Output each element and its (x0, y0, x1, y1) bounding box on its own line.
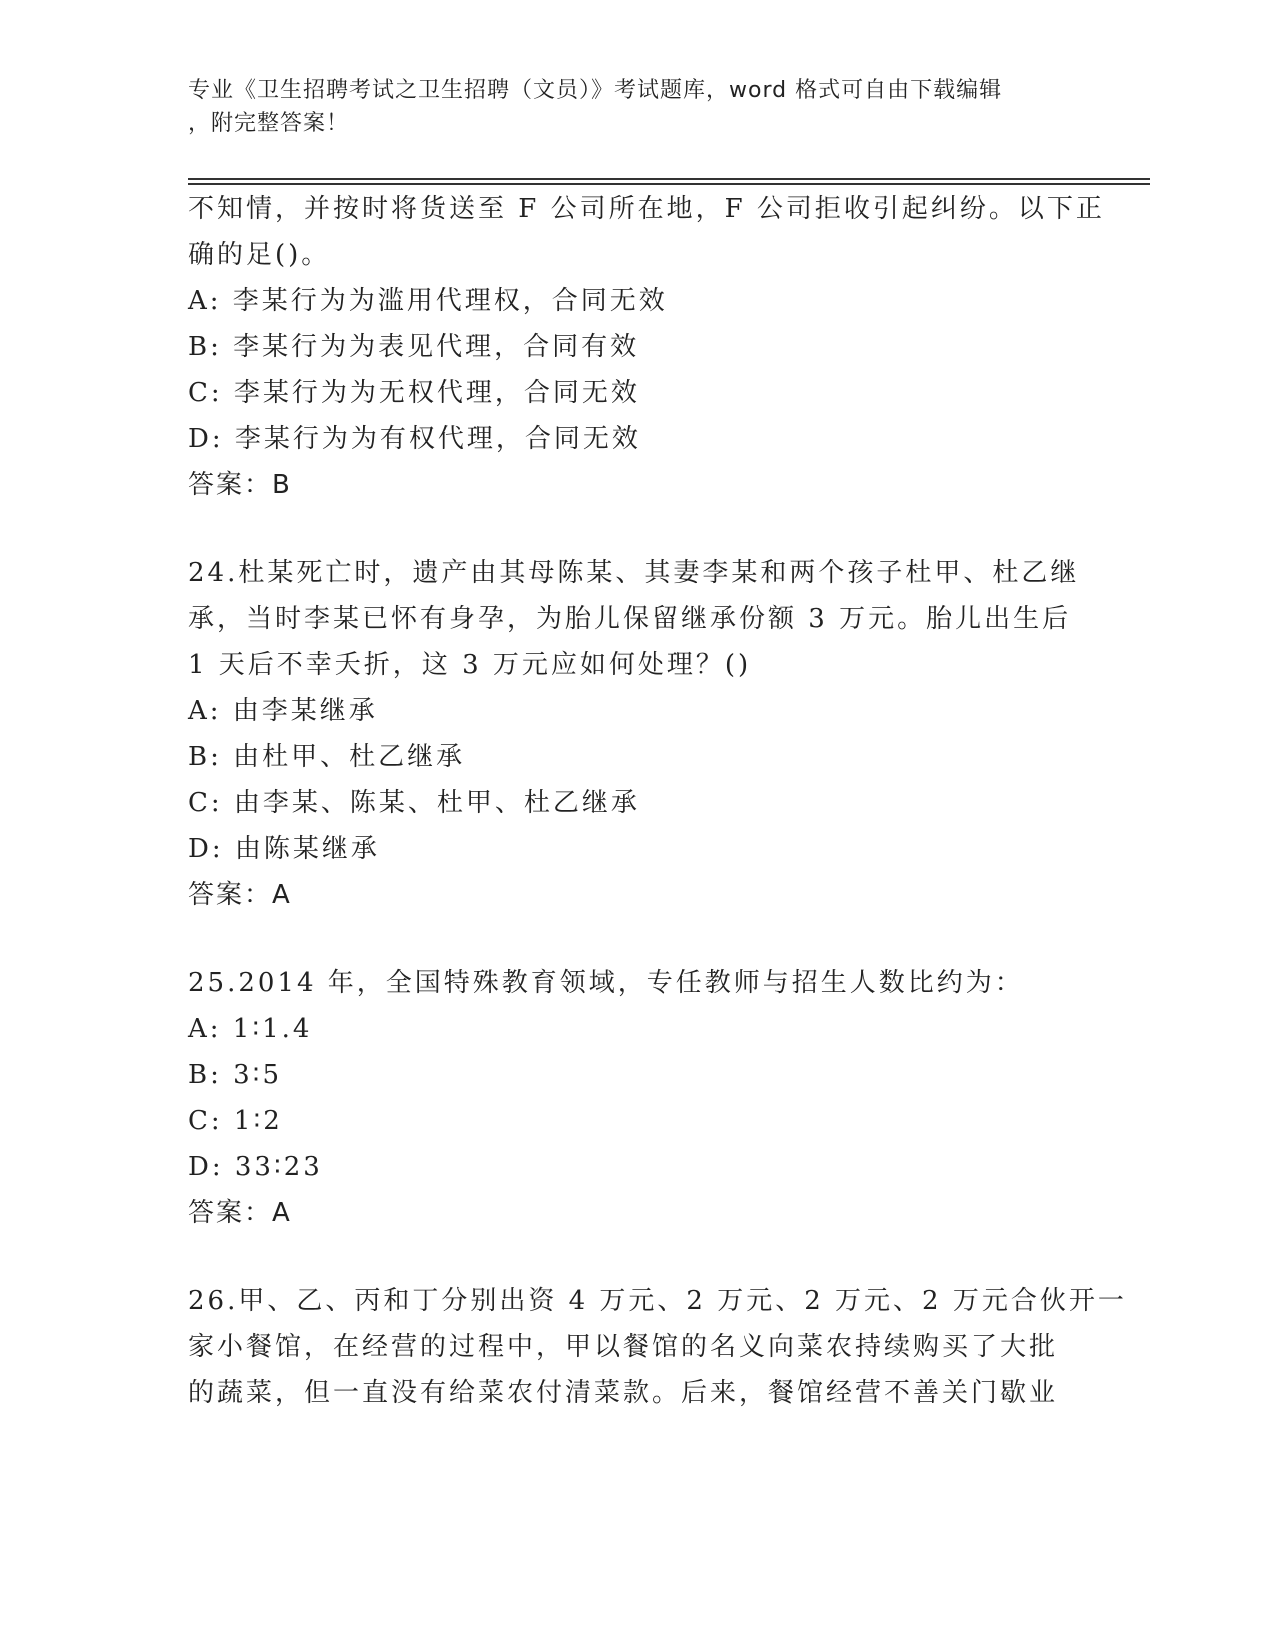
spacer (188, 1236, 1108, 1278)
question-24 (188, 550, 1108, 918)
question-26-text-line-3: 的蔬菜，但一直没有给菜农付清菜款。后来，餐馆经营不善关门歇业 (188, 1378, 1059, 1408)
header-divider-top (188, 178, 1150, 180)
question-23 (188, 186, 1108, 508)
question-25-option-b: B: 3∶5 (188, 1060, 282, 1090)
header-line-1: 专业《卫生招聘考试之卫生招聘（文员）》考试题库，word 格式可自由下载编辑 (188, 78, 1003, 103)
question-24-option-d: D: 由陈某继承 (188, 834, 380, 864)
question-23-text-line-1: 不知情，并按时将货送至 F 公司所在地，F 公司拒收引起纠纷。以下正 (188, 194, 1105, 224)
question-25-option-c: C: 1∶2 (188, 1106, 283, 1136)
question-25-answer: 答案：A (188, 1198, 292, 1228)
question-25-option-a: A: 1∶1.4 (188, 1014, 313, 1044)
spacer (188, 918, 1108, 960)
question-24-text-line-2: 承，当时李某已怀有身孕，为胎儿保留继承份额 3 万元。胎儿出生后 (188, 604, 1072, 634)
question-24-text-line-3: 1 天后不幸夭折，这 3 万元应如何处理？() (188, 650, 752, 680)
document-body (188, 186, 1127, 1416)
spacer (188, 508, 1108, 550)
question-25-option-d: D: 33∶23 (188, 1152, 323, 1182)
question-26-text-line-2: 家小餐馆，在经营的过程中，甲以餐馆的名义向菜农持续购买了大批 (188, 1332, 1059, 1362)
document-header (188, 74, 1068, 140)
question-26 (188, 1278, 1127, 1416)
question-24-answer: 答案：A (188, 880, 292, 910)
question-24-option-a: A: 由李某继承 (188, 696, 378, 726)
question-23-option-b: B: 李某行为为表见代理，合同有效 (188, 332, 640, 362)
question-23-text-line-2: 确的足()。 (188, 240, 331, 270)
header-line-2: ，附完整答案！ (188, 111, 350, 136)
question-23-answer: 答案：B (188, 470, 292, 500)
question-24-text-line-1: 24.杜某死亡时，遗产由其母陈某、其妻李某和两个孩子杜甲、杜乙继 (188, 558, 1080, 588)
question-26-text-line-1: 26.甲、乙、丙和丁分别出资 4 万元、2 万元、2 万元、2 万元合伙开一 (188, 1286, 1127, 1316)
question-25-text-line-1: 25.2014 年，全国特殊教育领域，专任教师与招生人数比约为： (188, 968, 1024, 998)
question-23-option-c: C: 李某行为为无权代理，合同无效 (188, 378, 640, 408)
question-24-option-b: B: 由杜甲、杜乙继承 (188, 742, 466, 772)
question-23-option-a: A: 李某行为为滥用代理权，合同无效 (188, 286, 668, 316)
header-divider-bottom (188, 183, 1150, 185)
question-24-option-c: C: 由李某、陈某、杜甲、杜乙继承 (188, 788, 640, 818)
question-25 (188, 960, 1108, 1236)
question-23-option-d: D: 李某行为为有权代理，合同无效 (188, 424, 641, 454)
